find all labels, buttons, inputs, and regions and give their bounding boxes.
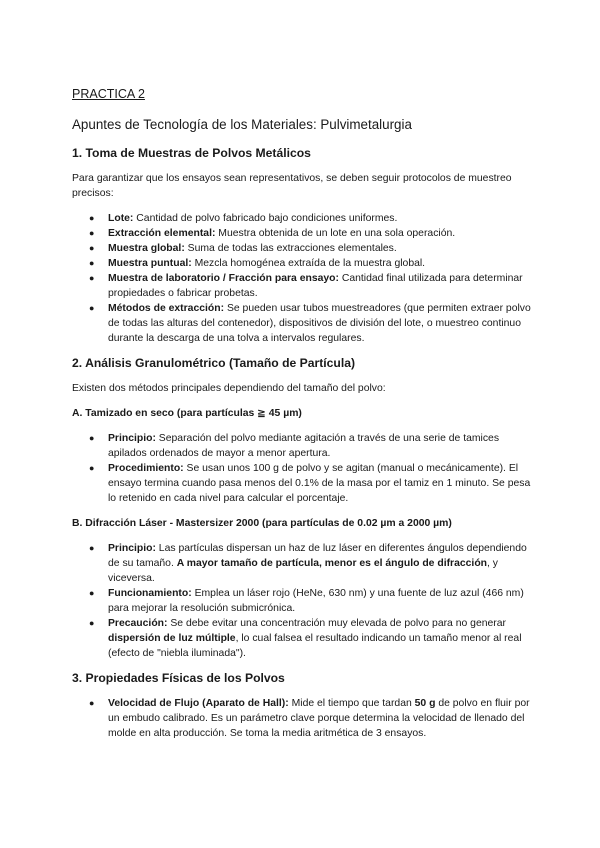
subsection-heading-laser: B. Difracción Láser - Mastersizer 2000 (para partículas de 0.02 µm a 2000 µm) bbox=[72, 518, 452, 529]
section-heading-physical-properties: 3. Propiedades Físicas de los Polvos bbox=[72, 671, 285, 685]
list-item bbox=[72, 461, 532, 506]
list-item-tail: , y viceversa. bbox=[108, 558, 498, 584]
list-item bbox=[72, 226, 532, 241]
list-item-term: Precaución: bbox=[108, 618, 168, 629]
section-heading-sampling: 1. Toma de Muestras de Polvos Metálicos bbox=[72, 146, 311, 160]
subsection-heading-sieving: A. Tamizado en seco (para partículas ≧ 45 µm) bbox=[72, 408, 302, 419]
list-item-text: Cantidad de polvo fabricado bajo condiciones uniformes. bbox=[133, 213, 398, 224]
list-item-text: Se pueden usar tubos muestreadores (que permiten extraer polvo de todas las alturas del contenedor), dispositivos de división del lote, o muestreo continuo durante la descarga de una tolva a intervalos regulares. bbox=[108, 303, 531, 344]
physical-properties-list bbox=[72, 696, 532, 741]
list-item bbox=[72, 301, 532, 346]
list-item-text: Mide el tiempo que tardan bbox=[288, 698, 415, 709]
list-item-term: Muestra global: bbox=[108, 243, 185, 254]
list-item-text: Separación del polvo mediante agitación a través de una serie de tamices apilados ordenados de mayor a menor apertura. bbox=[108, 433, 500, 459]
list-item-term: Muestra puntual: bbox=[108, 258, 192, 269]
section-intro-granulometry: Existen dos métodos principales dependiendo del tamaño del polvo: bbox=[72, 383, 386, 394]
list-item bbox=[72, 541, 532, 586]
list-item-emphasis: 50 g bbox=[414, 698, 436, 709]
list-item-term: Procedimiento: bbox=[108, 463, 184, 474]
list-item-text: Se usan unos 100 g de polvo y se agitan (manual o mecánicamente). El ensayo termina cuando pasa menos del 0.1% de la masa por el tamiz en 1 minuto. Se pesa lo retenido en cada nivel para calcular el porcentaje. bbox=[108, 463, 531, 504]
section-intro-sampling: Para garantizar que los ensayos sean representativos, se deben seguir protocolos de muestreo precisos: bbox=[72, 173, 512, 199]
list-item-text: Se debe evitar una concentración muy elevada de polvo para no generar bbox=[167, 618, 506, 629]
sieving-list bbox=[72, 431, 532, 506]
list-item bbox=[72, 241, 532, 256]
list-item bbox=[72, 616, 532, 661]
list-item-text: Las partículas dispersan un haz de luz láser en diferentes ángulos dependiendo de su tamaño. bbox=[108, 543, 527, 569]
list-item-text: Emplea un láser rojo (HeNe, 630 nm) y una fuente de luz azul (466 nm) para mejorar la resolución submicrónica. bbox=[108, 588, 524, 614]
document-subtitle: Apuntes de Tecnología de los Materiales: Pulvimetalurgia bbox=[72, 117, 412, 132]
list-item-term: Principio: bbox=[108, 543, 156, 554]
document-title: PRACTICA 2 bbox=[72, 87, 145, 101]
list-item-emphasis: dispersión de luz múltiple bbox=[108, 633, 236, 644]
list-item-term: Extracción elemental: bbox=[108, 228, 216, 239]
list-item-text: Muestra obtenida de un lote en una sola operación. bbox=[215, 228, 456, 239]
list-item bbox=[72, 211, 532, 226]
list-item-emphasis: A mayor tamaño de partícula, menor es el ángulo de difracción bbox=[176, 558, 488, 569]
list-item-text: Mezcla homogénea extraída de la muestra global. bbox=[191, 258, 426, 269]
section-heading-granulometry: 2. Análisis Granulométrico (Tamaño de Partícula) bbox=[72, 356, 356, 370]
list-item-term: Lote: bbox=[108, 213, 134, 224]
list-item-term: Funcionamiento: bbox=[108, 588, 192, 599]
list-item-tail: , lo cual falsea el resultado indicando un tamaño menor al real (efecto de "niebla iluminada"). bbox=[108, 633, 522, 659]
laser-list bbox=[72, 541, 532, 661]
list-item-term: Muestra de laboratorio / Fracción para ensayo: bbox=[108, 273, 339, 284]
list-item bbox=[72, 696, 532, 741]
list-item-text: Cantidad final utilizada para determinar propiedades o fabricar probetas. bbox=[108, 273, 523, 299]
list-item-term: Principio: bbox=[108, 433, 156, 444]
list-item bbox=[72, 431, 532, 461]
list-item-tail: de polvo en fluir por un embudo calibrado. Es un parámetro clave porque determina la velocidad de llenado del molde en alta producción. Se toma la media aritmética de 3 ensayos. bbox=[108, 698, 530, 739]
document-body bbox=[72, 86, 532, 751]
list-item-term: Métodos de extracción: bbox=[108, 303, 225, 314]
list-item bbox=[72, 256, 532, 271]
list-item bbox=[72, 271, 532, 301]
list-item-term: Velocidad de Flujo (Aparato de Hall): bbox=[108, 698, 289, 709]
sampling-list bbox=[72, 211, 532, 346]
list-item-text: Suma de todas las extracciones elementales. bbox=[184, 243, 397, 254]
list-item bbox=[72, 586, 532, 616]
